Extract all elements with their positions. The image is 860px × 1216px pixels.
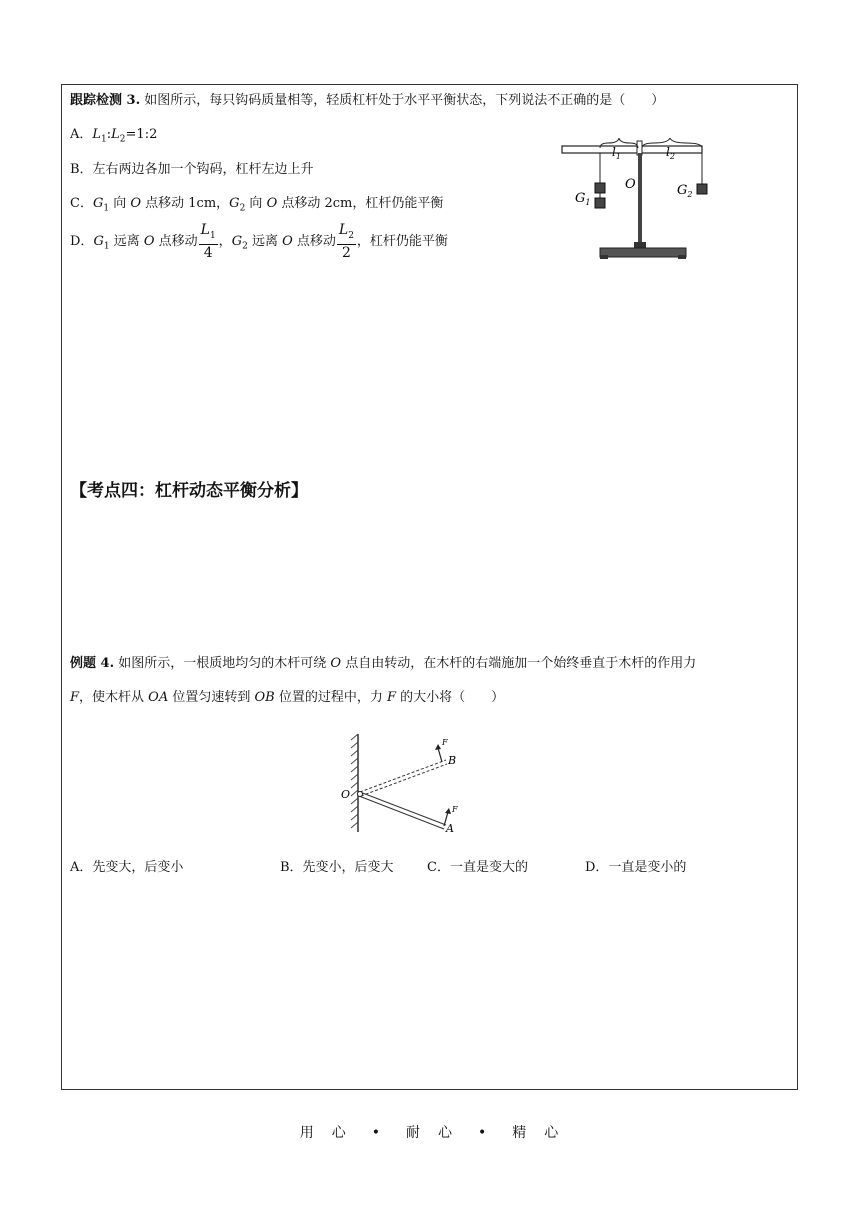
label-g2: $G_2$ bbox=[677, 183, 693, 199]
q3-option-c[interactable]: C．$G_1$ 向 O 点移动 1cm，$G_2$ 向 O 点移动 2cm，杠杆仍能平衡 bbox=[70, 196, 444, 214]
label-g1: $G_1$ bbox=[575, 191, 591, 207]
label-o: O bbox=[625, 177, 636, 192]
ex4-stem-line2: F，使木杆从 OA 位置匀速转到 OB 位置的过程中，力 F 的大小将（ ） bbox=[70, 690, 505, 705]
force-arrow-b bbox=[438, 748, 442, 762]
weight-g1-top bbox=[595, 183, 605, 193]
label-f-b: F bbox=[442, 738, 448, 747]
ex4-option-a[interactable]: A．先变大，后变小 bbox=[70, 860, 184, 875]
weight-g2 bbox=[697, 184, 707, 194]
section-heading-lever-dynamic: 【考点四：杠杆动态平衡分析】 bbox=[70, 481, 308, 501]
label-l1: $l_1$ bbox=[612, 145, 621, 161]
label-f-a: F bbox=[452, 805, 458, 814]
weight-g1-bottom bbox=[595, 198, 605, 208]
label-a: A bbox=[446, 822, 454, 835]
label-b: B bbox=[448, 754, 457, 767]
lever-stand bbox=[638, 153, 642, 245]
lever-base bbox=[600, 248, 686, 257]
ex4-option-d[interactable]: D．一直是变小的 bbox=[585, 860, 687, 875]
rod-oa bbox=[359, 792, 446, 829]
ex4-label: 例题 4. bbox=[70, 656, 115, 671]
rotating-rod-figure bbox=[338, 732, 468, 836]
q3-stem: 如图所示，每只钩码质量相等，轻质杠杆处于水平平衡状态，下列说法不正确的是（ ） bbox=[144, 93, 665, 108]
ex4-option-c[interactable]: C．一直是变大的 bbox=[427, 860, 528, 875]
ex4-stem-line1: 例题 4. 如图所示，一根质地均匀的木杆可绕 O 点自由转动，在木杆的右端施加一个始终垂直于木杆的作用力 bbox=[70, 656, 697, 671]
pivot-o bbox=[358, 792, 363, 797]
lever-beam bbox=[562, 146, 702, 153]
q3-label: 跟踪检测 3. bbox=[70, 93, 141, 108]
ex4-option-b[interactable]: B．先变小，后变大 bbox=[280, 860, 394, 875]
lever-balance-figure bbox=[560, 138, 720, 264]
q3-option-a[interactable]: A．$L_1:L_2=1:2$ bbox=[70, 127, 158, 145]
q3-option-b[interactable]: B．左右两边各加一个钩码，杠杆左边上升 bbox=[70, 162, 314, 177]
fraction-l1-over-4: $\frac{L_1}{4}$ bbox=[200, 222, 216, 261]
fraction-l2-over-2: $\frac{L_2}{2}$ bbox=[338, 222, 354, 261]
q3-stem-line bbox=[70, 92, 664, 110]
label-l2: $l_2$ bbox=[666, 145, 675, 161]
label-o: O bbox=[341, 788, 351, 801]
q3-option-d[interactable]: D．$G_1$ 远离 O 点移动 $\frac{L_1}{4}$ ，$G_2$ 远离 O 点移动 $\frac{L_2}{2}$ ，杠杆仍能平衡 bbox=[70, 222, 448, 261]
rod-ob-dashed bbox=[360, 760, 447, 796]
page-footer: 用 心 • 耐 心 • 精 心 bbox=[299, 1125, 561, 1141]
